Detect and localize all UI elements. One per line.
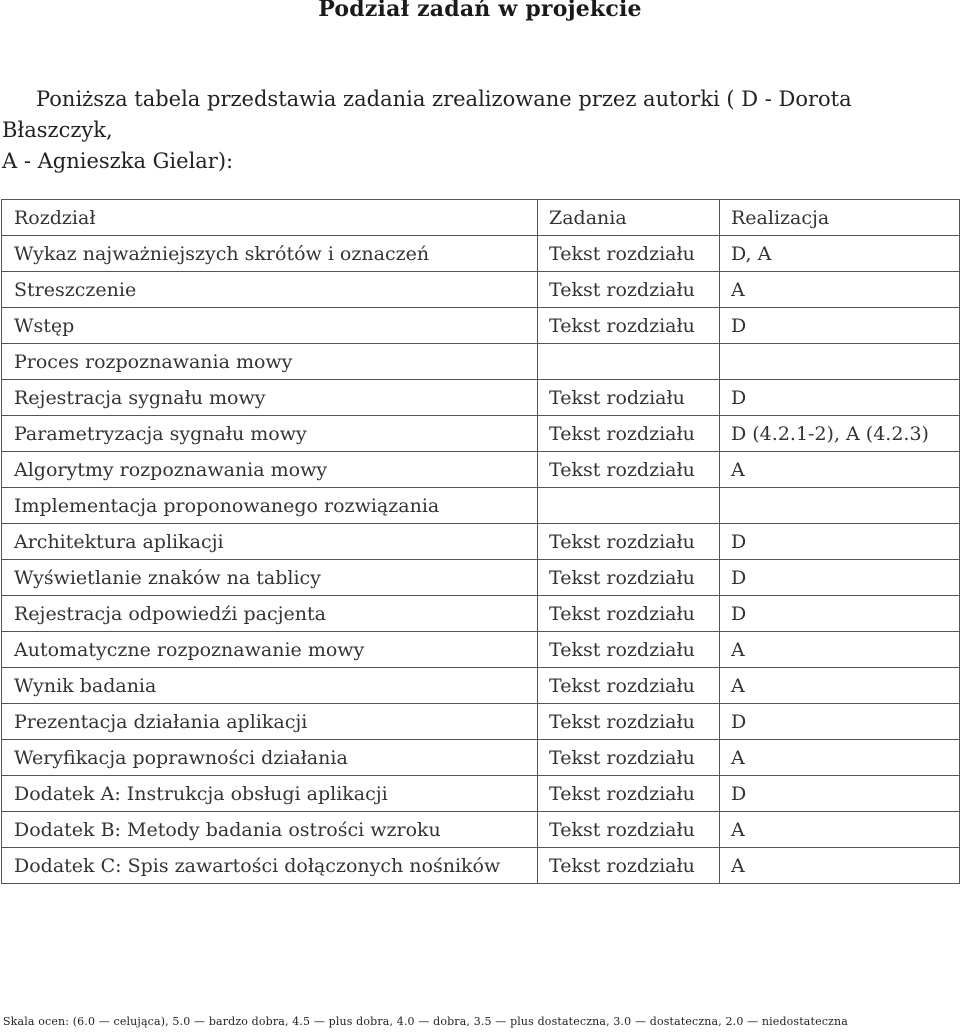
cell-tasks: Tekst rozdziału: [538, 704, 720, 740]
cell-chapter: Dodatek A: Instrukcja obsługi aplikacji: [2, 776, 538, 812]
table-row: [2, 524, 960, 560]
cell-tasks: Tekst rozdziału: [538, 524, 720, 560]
cell-tasks: Tekst rozdziału: [538, 308, 720, 344]
cell-chapter: Wstęp: [2, 308, 538, 344]
table-row: [2, 236, 960, 272]
cell-chapter: Rejestracja sygnału mowy: [2, 380, 538, 416]
table-row: [2, 416, 960, 452]
cell-tasks: Tekst rozdziału: [538, 452, 720, 488]
header-tasks: Zadania: [538, 200, 720, 236]
cell-tasks: [538, 344, 720, 380]
cell-realization: D: [720, 776, 960, 812]
cell-tasks: Tekst rozdziału: [538, 272, 720, 308]
cell-realization: D (4.2.1-2), A (4.2.3): [720, 416, 960, 452]
cell-tasks: Tekst rozdziału: [538, 848, 720, 884]
table-row: [2, 488, 960, 524]
cell-tasks: Tekst rozdziału: [538, 236, 720, 272]
cell-tasks: Tekst rozdziału: [538, 740, 720, 776]
header-realization: Realizacja: [720, 200, 960, 236]
header-chapter: Rozdział: [2, 200, 538, 236]
cell-realization: A: [720, 452, 960, 488]
cell-chapter: Wykaz najważniejszych skrótów i oznaczeń: [2, 236, 538, 272]
cell-realization: [720, 344, 960, 380]
cell-tasks: Tekst rozdziału: [538, 632, 720, 668]
cell-chapter: Implementacja proponowanego rozwiązania: [2, 488, 538, 524]
cell-realization: D: [720, 524, 960, 560]
table-row: [2, 740, 960, 776]
cell-chapter: Weryfikacja poprawności działania: [2, 740, 538, 776]
cell-realization: A: [720, 848, 960, 884]
task-division-table: [1, 199, 960, 884]
cell-chapter: Dodatek B: Metody badania ostrości wzroku: [2, 812, 538, 848]
cell-tasks: Tekst rozdziału: [538, 668, 720, 704]
table-row: [2, 704, 960, 740]
cell-realization: D: [720, 380, 960, 416]
cell-tasks: Tekst rozdziału: [538, 416, 720, 452]
grading-scale-footer: Skala ocen: (6.0 — celująca), 5.0 — bardzo dobra, 4.5 — plus dobra, 4.0 — dobra, 3.5 — plus dostateczna, 3.0 — dostateczna, 2.0 — niedostateczna: [3, 1015, 848, 1028]
table-row: [2, 452, 960, 488]
cell-realization: D: [720, 308, 960, 344]
table-row: [2, 668, 960, 704]
cell-chapter: Parametryzacja sygnału mowy: [2, 416, 538, 452]
table-row: [2, 344, 960, 380]
cell-chapter: Streszczenie: [2, 272, 538, 308]
cell-chapter: Prezentacja działania aplikacji: [2, 704, 538, 740]
cell-realization: A: [720, 812, 960, 848]
table-row: [2, 848, 960, 884]
table-row: [2, 272, 960, 308]
intro-paragraph: [2, 84, 958, 177]
cell-tasks: Tekst rozdziału: [538, 596, 720, 632]
intro-text-1: Poniższa tabela przedstawia zadania zrealizowane przez autorki ( D - Dorota Błaszczyk,: [2, 87, 852, 142]
cell-chapter: Proces rozpoznawania mowy: [2, 344, 538, 380]
page-title: Podział zadań w projekcie: [318, 0, 642, 22]
cell-chapter: Dodatek C: Spis zawartości dołączonych nośników: [2, 848, 538, 884]
intro-line-2: A - Agnieszka Gielar):: [2, 149, 234, 173]
table-row: [2, 560, 960, 596]
table-row: [2, 380, 960, 416]
table-row: [2, 308, 960, 344]
cell-realization: D, A: [720, 236, 960, 272]
cell-tasks: Tekst rodziału: [538, 380, 720, 416]
cell-chapter: Wynik badania: [2, 668, 538, 704]
cell-chapter: Automatyczne rozpoznawanie mowy: [2, 632, 538, 668]
table-row: [2, 596, 960, 632]
cell-tasks: Tekst rozdziału: [538, 776, 720, 812]
cell-chapter: Architektura aplikacji: [2, 524, 538, 560]
cell-chapter: Algorytmy rozpoznawania mowy: [2, 452, 538, 488]
cell-tasks: Tekst rozdziału: [538, 560, 720, 596]
cell-realization: A: [720, 668, 960, 704]
cell-realization: A: [720, 272, 960, 308]
intro-line-1: [2, 84, 958, 146]
table-row: [2, 632, 960, 668]
cell-realization: D: [720, 596, 960, 632]
cell-tasks: Tekst rozdziału: [538, 812, 720, 848]
table-row: [2, 812, 960, 848]
cell-realization: A: [720, 632, 960, 668]
cell-chapter: Rejestracja odpowiedźi pacjenta: [2, 596, 538, 632]
cell-realization: D: [720, 704, 960, 740]
table-row: [2, 776, 960, 812]
task-table-body: [2, 200, 960, 884]
table-header-row: [2, 200, 960, 236]
cell-tasks: [538, 488, 720, 524]
cell-chapter: Wyświetlanie znaków na tablicy: [2, 560, 538, 596]
cell-realization: A: [720, 740, 960, 776]
cell-realization: [720, 488, 960, 524]
cell-realization: D: [720, 560, 960, 596]
